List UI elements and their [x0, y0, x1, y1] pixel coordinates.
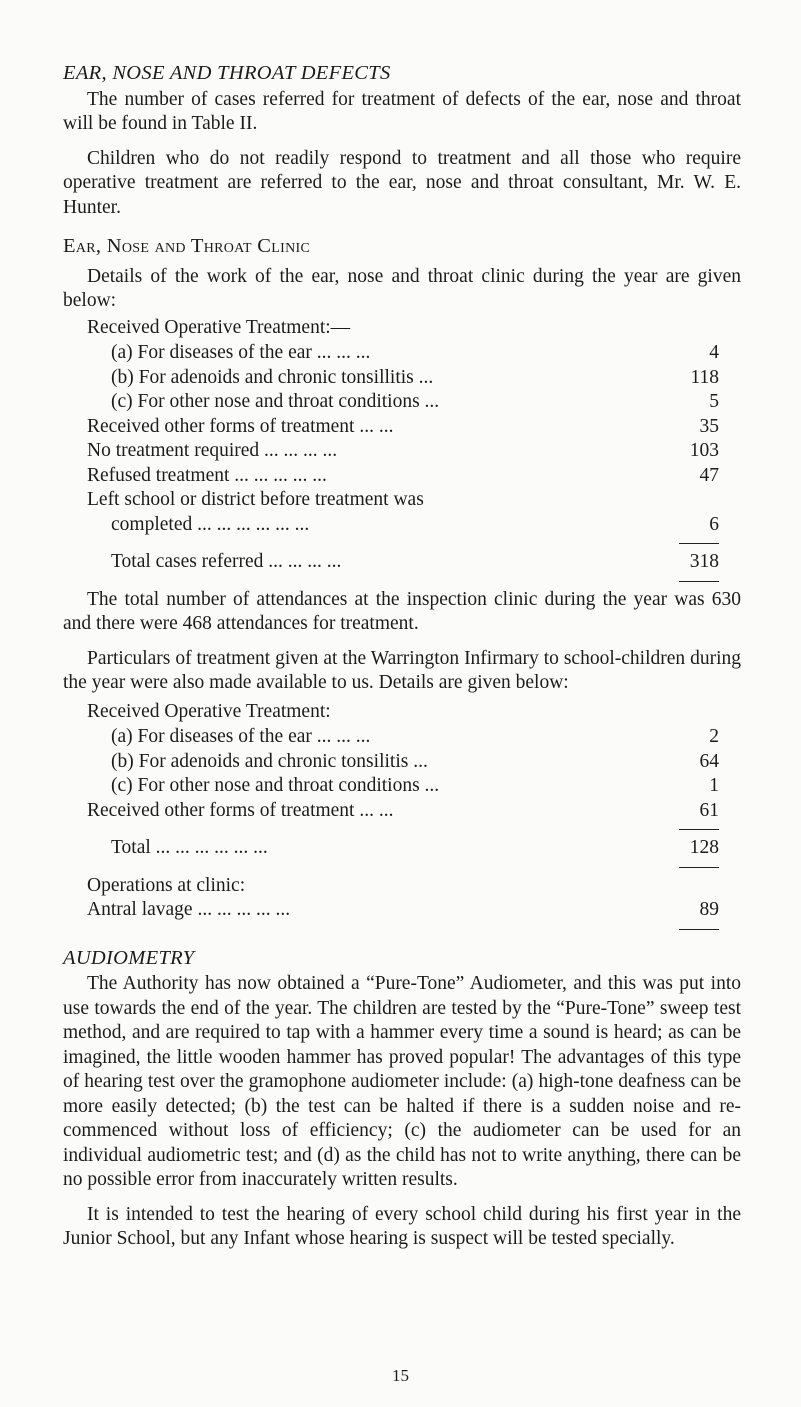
warrington-total-row: Total ... ... ... ... ... ... 128	[111, 837, 719, 858]
paragraph-audiometer: The Authority has now obtained a “Pure-Tone” Audiometer, and this was put into use towards the end of the year. The children are tested by the “Pure-Tone” sweep test method, and are required to tap with a hammer every time a sound is heard; as can be imagined, the little wooden hammer has proved popular! The advantages of this type of hearing test over the gramophone audiometer include: (a) high-tone deafness can be more easily detected; (b) the test can be halted if there is a sudden noise and re-commenced without loss of efficiency; (c) the audiometer can be used for an individual audiometric test; and (d) as the child has not to write anything, there can be no possible error from inaccurately written results.	[63, 973, 741, 1190]
section-heading-audiometry: AUDIOMETRY	[63, 946, 195, 969]
table-row: Antral lavage ... ... ... ... ... 89	[87, 899, 719, 920]
table-row: (c) For other nose and throat conditions ... 5	[111, 391, 719, 412]
clinic-total-row: Total cases referred ... ... ... ... 318	[111, 551, 719, 572]
divider	[679, 581, 719, 582]
table-row: (a) For diseases of the ear ... ... ... 2	[111, 726, 719, 747]
divider	[679, 929, 719, 930]
paragraph-attendances: The total number of attendances at the inspection clinic during the year was 630 and there were 468 attendances for treatment.	[63, 588, 741, 634]
document-page	[63, 61, 741, 1262]
divider	[679, 867, 719, 868]
table-row: completed ... ... ... ... ... ... 6	[111, 513, 719, 535]
table-row: Received other forms of treatment ... ... 61	[87, 799, 719, 821]
paragraph-warrington: Particulars of treatment given at the Warrington Infirmary to school-children during the year were also made available to us. Details are given below:	[63, 647, 741, 693]
section-heading-ent-defects: EAR, NOSE AND THROAT DEFECTS	[63, 62, 391, 84]
table-row: No treatment required ... ... ... ... 103	[87, 440, 719, 461]
section-heading-clinic: Ear, Nose and Throat Clinic	[63, 235, 311, 257]
paragraph-consultant: Children who do not readily respond to treatment and all those who require operative treatment are referred to the ear, nose and throat consultant, Mr. W. E. Hunter.	[63, 147, 741, 218]
table-row: (b) For adenoids and chronic tonsilitis ... 64	[111, 750, 719, 772]
paragraph-clinic-intro: Details of the work of the ear, nose and throat clinic during the year are given below:	[63, 265, 741, 311]
table-row: Received other forms of treatment ... ... 35	[87, 415, 719, 437]
clinic-table-caption: Received Operative Treatment:—	[87, 316, 351, 338]
divider	[679, 543, 719, 544]
clinic-table	[87, 316, 719, 582]
table-row: (c) For other nose and throat conditions ... 1	[111, 775, 719, 796]
paragraph-junior-school: It is intended to test the hearing of every school child during his first year in the Junior School, but any Infant whose hearing is suspect will be tested specially.	[63, 1203, 741, 1249]
table-row: Refused treatment ... ... ... ... ... 47	[87, 464, 719, 486]
warrington-table	[87, 700, 719, 930]
table-row: (a) For diseases of the ear ... ... ... 4	[111, 342, 719, 363]
paragraph-referred-cases: The number of cases referred for treatment of defects of the ear, nose and throat will be found in Table II.	[63, 88, 741, 134]
table-row: Left school or district before treatment was	[87, 489, 424, 510]
page-number: 15	[392, 1366, 409, 1385]
warrington-table-caption: Received Operative Treatment:	[87, 700, 331, 722]
table-row: (b) For adenoids and chronic tonsillitis ... 118	[111, 366, 719, 388]
operations-caption: Operations at clinic:	[87, 874, 246, 896]
divider	[679, 829, 719, 830]
